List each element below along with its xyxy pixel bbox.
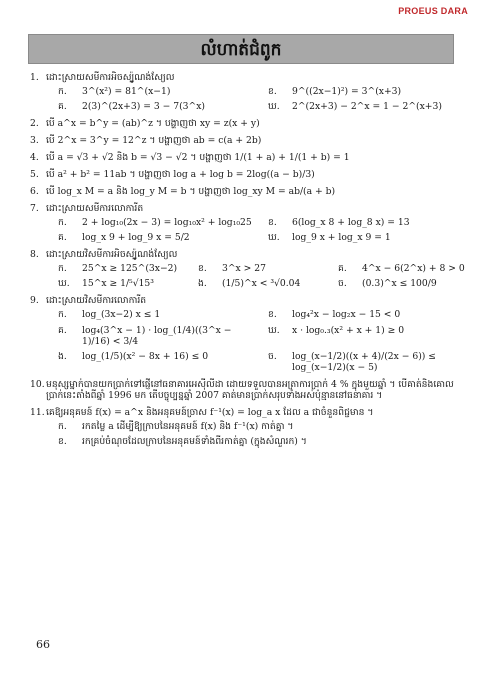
exercise-number: 11. xyxy=(30,406,45,418)
part-expression: log_9 x + log_x 9 = 1 xyxy=(292,232,391,244)
part-expression: 2^(2x+3) − 2^x = 1 − 2^(x+3) xyxy=(292,101,442,113)
part-expression: log₄(3^x − 1) · log_(1/4)((3^x − 1)/16) < 3/4 xyxy=(82,324,232,347)
exercise-number: 6. xyxy=(30,186,39,198)
part-expression: 3^(x²) = 81^(x−1) xyxy=(82,86,171,98)
exercise-header xyxy=(30,135,466,146)
exercise-text: បើ a = √3 + √2 និង b = √3 − √2 ។ បង្ហាញថា 1/(1 + a) + 1/(1 + b) = 1 xyxy=(46,152,350,164)
part-label: គ. xyxy=(58,101,67,113)
part-expression: 15^x ≥ 1/⁵√15³ xyxy=(82,278,154,290)
exercise-item xyxy=(30,203,466,243)
exercise-item xyxy=(30,186,466,197)
exercise-text: គេឱ្យអនុគមន៍ f(x) = a^x និងអនុគមន៍ច្រាស f⁻¹(x) = log_a x ដែល a ជាចំនួនពិជ្ជមាន ។ xyxy=(46,406,374,418)
exercise-item xyxy=(30,407,466,447)
part-label: ក. xyxy=(58,217,67,229)
exercise-text: បើ log_x M = a និង log_y M = b ។ បង្ហាញថា log_xy M = ab/(a + b) xyxy=(46,186,336,198)
exercise-parts xyxy=(58,263,466,289)
part-expression: 25^x ≥ 125^(3x−2) xyxy=(82,263,178,275)
exercise-part xyxy=(338,278,466,289)
part-expression: រកគ្រប់ចំណុចដែលក្រាបនៃអនុគមន៍ទាំងពីរកាត់គ្នា (ក្នុងសំណួរក) ។ xyxy=(82,435,307,447)
part-expression: 3^x > 27 xyxy=(222,263,266,275)
chapter-banner xyxy=(28,34,454,64)
part-label: ខ. xyxy=(268,309,277,321)
part-label: ង. xyxy=(198,278,207,290)
exercise-item xyxy=(30,169,466,180)
exercise-part xyxy=(268,309,466,320)
part-label: ឃ. xyxy=(268,101,280,113)
part-label: ខ. xyxy=(58,435,67,447)
exercise-number: 5. xyxy=(30,169,39,181)
exercise-part xyxy=(338,263,466,274)
exercise-number: 10. xyxy=(30,378,45,390)
exercise-part xyxy=(198,263,326,274)
part-expression: log_(1/5)(x² − 8x + 16) ≤ 0 xyxy=(82,350,209,362)
part-expression: (1/5)^x < ³√0.04 xyxy=(222,278,301,290)
part-label: ក. xyxy=(58,263,67,275)
part-label: ខ. xyxy=(198,263,207,275)
exercise-text: ដោះស្រាយវិសមីការអិចស្ប៉ូណង់ស្យែល xyxy=(46,249,178,261)
part-label: ឃ. xyxy=(268,232,280,244)
exercise-part xyxy=(58,86,256,97)
exercise-part xyxy=(58,436,466,447)
part-label: ក. xyxy=(58,309,67,321)
exercise-text: ដោះស្រាយវិសមីការលោការីត xyxy=(46,295,147,307)
exercise-part xyxy=(58,278,186,289)
part-label: ច. xyxy=(268,350,277,362)
exercise-header xyxy=(30,203,466,214)
exercise-text: មនុស្សម្នាក់បានយកប្រាក់ទៅផ្ញើនៅធនាគារអេស៊ីលីដា ដោយទទួលបានអត្រាការប្រាក់ 4 % ក្នុងមួយឆ្នាំ ។ បើគាត់និងគោលប្រាក់នេះតាំងពីឆ្នាំ 1996 មក តើបច្ចុប្បន្នឆ្នាំ 2007 គាត់មានប្រាក់សរុបទាំងអស់ប៉ុន្មាននៅធនាគារ ។ xyxy=(46,378,454,401)
header-label: PROEUS DARA xyxy=(398,6,468,16)
exercise-text: ដោះស្រាយសមីការលោការីត xyxy=(46,203,144,215)
exercise-item xyxy=(30,118,466,129)
exercise-header xyxy=(30,72,466,83)
exercise-part xyxy=(268,325,466,347)
exercise-part xyxy=(58,351,256,373)
part-label: ខ. xyxy=(268,86,277,98)
exercise-text: បើ 2^x = 3^y = 12^z ។ បង្ហាញថា ab = c(a + 2b) xyxy=(46,135,262,147)
exercise-part xyxy=(58,232,256,243)
part-label: ឃ. xyxy=(268,324,280,336)
part-expression: log_x 9 + log_9 x = 5/2 xyxy=(82,232,190,244)
part-expression: x · log₀.₃(x² + x + 1) ≥ 0 xyxy=(292,324,405,336)
exercise-part xyxy=(268,232,466,243)
part-label: គ. xyxy=(58,324,67,336)
exercise-text: ដោះស្រាយសមីការអិចស្ប៉ូណង់ស្យែល xyxy=(46,72,175,83)
exercise-number: 7. xyxy=(30,203,39,215)
exercise-header xyxy=(30,186,466,197)
exercise-number: 3. xyxy=(30,135,39,147)
part-expression: រកតម្លៃ a ដើម្បីឱ្យក្រាបនៃអនុគមន៍ f(x) និង f⁻¹(x) កាត់គ្នា ។ xyxy=(82,420,294,432)
exercise-part xyxy=(268,351,466,373)
exercise-item xyxy=(30,152,466,163)
exercise-item xyxy=(30,249,466,289)
exercise-part xyxy=(58,421,466,432)
part-label: ក. xyxy=(58,420,67,432)
exercise-part xyxy=(268,101,466,112)
exercise-parts xyxy=(58,86,466,112)
part-expression: 2 + log₁₀(2x − 3) = log₁₀x² + log₁₀25 xyxy=(82,217,252,229)
exercise-header xyxy=(30,295,466,306)
part-label: ខ. xyxy=(268,217,277,229)
exercise-number: 8. xyxy=(30,249,39,261)
exercise-header xyxy=(30,379,466,401)
exercise-parts xyxy=(58,421,466,447)
exercise-part xyxy=(268,86,466,97)
exercise-part xyxy=(58,325,256,347)
page-number: 66 xyxy=(36,638,50,651)
part-label: គ. xyxy=(58,232,67,244)
exercise-item xyxy=(30,72,466,112)
exercise-list xyxy=(30,72,466,453)
exercise-header xyxy=(30,118,466,129)
exercise-parts xyxy=(58,217,466,243)
exercise-header xyxy=(30,169,466,180)
exercise-number: 2. xyxy=(30,118,39,130)
part-expression: log_(3x−2) x ≤ 1 xyxy=(82,309,161,321)
exercise-text: បើ a^x = b^y = (ab)^z ។ បង្ហាញថា xy = z(x + y) xyxy=(46,118,260,130)
part-expression: log_(x−1/2)((x + 4)/(2x − 6)) ≤ log_(x−1/2)(x − 5) xyxy=(292,350,436,373)
exercise-part xyxy=(58,263,186,274)
part-expression: 4^x − 6(2^x) + 8 > 0 xyxy=(362,263,465,275)
banner-title: លំហាត់ជំពូក xyxy=(200,40,282,60)
exercise-part xyxy=(198,278,326,289)
part-label: ច. xyxy=(338,278,347,290)
part-expression: 9^((2x−1)²) = 3^(x+3) xyxy=(292,86,402,98)
exercise-part xyxy=(58,101,256,112)
exercise-item xyxy=(30,135,466,146)
part-expression: 2(3)^(2x+3) = 3 − 7(3^x) xyxy=(82,101,205,113)
exercise-item xyxy=(30,295,466,372)
part-expression: (0.3)^x ≤ 100/9 xyxy=(362,278,437,290)
exercise-number: 4. xyxy=(30,152,39,164)
exercise-header xyxy=(30,152,466,163)
part-label: ង. xyxy=(58,350,67,362)
exercise-part xyxy=(268,217,466,228)
part-expression: 6(log_x 8 + log_8 x) = 13 xyxy=(292,217,410,229)
part-label: ឃ. xyxy=(58,278,70,290)
part-label: ក. xyxy=(58,86,67,98)
exercise-part xyxy=(58,309,256,320)
exercise-header xyxy=(30,249,466,260)
exercise-number: 1. xyxy=(30,72,39,83)
part-expression: log₄²x − log₂x − 15 < 0 xyxy=(292,309,401,321)
part-label: គ. xyxy=(338,263,347,275)
exercise-number: 9. xyxy=(30,295,39,307)
exercise-part xyxy=(58,217,256,228)
exercise-parts xyxy=(58,309,466,372)
exercise-text: បើ a² + b² = 11ab ។ បង្ហាញថា log a + log b = 2log((a − b)/3) xyxy=(46,169,315,181)
exercise-item xyxy=(30,379,466,401)
exercise-header xyxy=(30,407,466,418)
